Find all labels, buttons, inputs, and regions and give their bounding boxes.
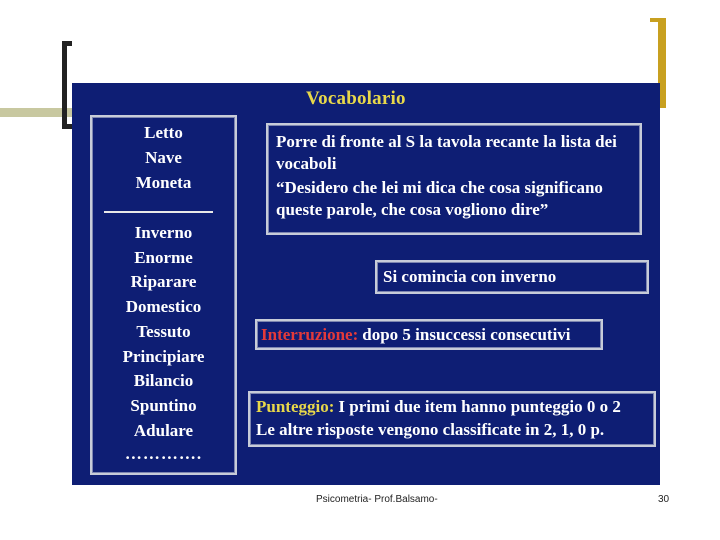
word-item: Principiare bbox=[122, 347, 205, 366]
instruction-quote: “Desidero che lei mi dica che cosa significano queste parole, che cosa vogliono dire” bbox=[276, 178, 603, 219]
word-item: Bilancio bbox=[133, 371, 194, 390]
word-item: Inverno bbox=[134, 223, 193, 242]
page-number: 30 bbox=[658, 494, 670, 505]
score-text-1: I primi due item hanno punteggio 0 o 2 bbox=[338, 397, 621, 416]
score-label: Punteggio: bbox=[256, 397, 335, 416]
interrupt-box bbox=[255, 319, 603, 350]
word-list-ellipsis: …………. bbox=[124, 444, 203, 463]
word-item: Spuntino bbox=[130, 396, 197, 415]
slide-image bbox=[72, 83, 660, 485]
instruction-text: Porre di fronte al S la tavola recante la lista dei vocaboli bbox=[276, 132, 617, 173]
word-item: Letto bbox=[144, 123, 183, 142]
interrupt-text: dopo 5 insuccessi consecutivi bbox=[362, 325, 571, 344]
slide-title: Vocabolario bbox=[306, 88, 406, 109]
word-item: Adulare bbox=[133, 421, 194, 440]
score-text-2: Le altre risposte vengono classificate in 2, 1, 0 p. bbox=[256, 420, 605, 439]
word-item: Moneta bbox=[135, 173, 192, 192]
word-item: Riparare bbox=[130, 272, 197, 291]
interrupt-label: Interruzione: bbox=[261, 325, 359, 344]
word-item: Domestico bbox=[125, 297, 202, 316]
decorative-bracket-left bbox=[62, 41, 72, 129]
start-box bbox=[375, 260, 649, 294]
word-item: Tessuto bbox=[136, 322, 191, 341]
start-text: Si comincia con inverno bbox=[383, 267, 557, 286]
word-item: Nave bbox=[145, 148, 182, 167]
footer-text: Psicometria- Prof.Balsamo- bbox=[316, 494, 438, 505]
score-box bbox=[248, 391, 656, 447]
word-item: Enorme bbox=[134, 248, 193, 267]
instruction-box bbox=[266, 123, 642, 235]
word-list-divider bbox=[104, 211, 213, 213]
word-list-box bbox=[90, 115, 237, 475]
